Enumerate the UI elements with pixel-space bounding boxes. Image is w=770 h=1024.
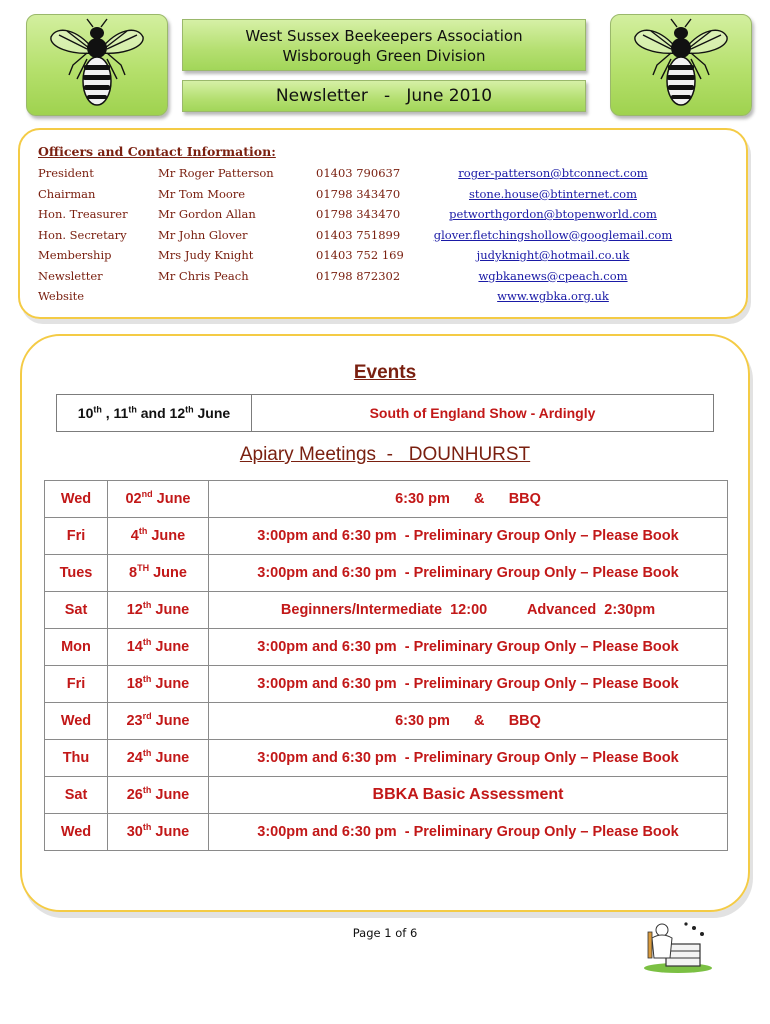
date-suffix: th bbox=[142, 637, 152, 648]
date-number: 24 bbox=[126, 750, 143, 766]
title-line-2: Wisborough Green Division bbox=[282, 47, 486, 65]
officer-phone: 01798 343470 bbox=[316, 207, 401, 221]
apiary-heading bbox=[22, 444, 748, 466]
officer-row bbox=[20, 269, 746, 289]
date-suffix: rd bbox=[142, 711, 152, 722]
officer-row bbox=[20, 166, 746, 186]
show-dates bbox=[57, 395, 252, 432]
table-row bbox=[45, 814, 728, 851]
officer-name: Mr Tom Moore bbox=[158, 186, 246, 201]
date-separator: , bbox=[101, 405, 114, 421]
date-month: June bbox=[151, 639, 190, 655]
officer-name: Mr John Glover bbox=[158, 227, 248, 242]
table-row bbox=[45, 777, 728, 814]
date-suffix: nd bbox=[141, 489, 153, 500]
meeting-date bbox=[108, 629, 209, 666]
meeting-event: 6:30 pm & BBQ bbox=[209, 703, 728, 740]
show-table bbox=[56, 394, 714, 432]
date-number: 11 bbox=[113, 405, 129, 421]
date-suffix: th bbox=[93, 404, 102, 415]
meeting-event: 3:00pm and 6:30 pm - Preliminary Group Only – Please Book bbox=[209, 740, 728, 777]
show-event: South of England Show - Ardingly bbox=[252, 395, 714, 432]
title-line-1: West Sussex Beekeepers Association bbox=[245, 27, 523, 45]
officers-heading: Officers and Contact Information: bbox=[38, 144, 276, 159]
date-number: 02 bbox=[125, 491, 142, 507]
apiary-heading-text: Apiary Meetings - DOUNHURST bbox=[239, 444, 531, 465]
meeting-date bbox=[108, 666, 209, 703]
date-month: June bbox=[151, 824, 190, 840]
meeting-date bbox=[108, 814, 209, 851]
meetings-table bbox=[44, 480, 728, 851]
date-suffix: th bbox=[142, 785, 152, 796]
officer-row bbox=[20, 207, 746, 227]
date-suffix: th bbox=[128, 404, 137, 415]
meeting-event: 3:00pm and 6:30 pm - Preliminary Group Only – Please Book bbox=[209, 555, 728, 592]
officer-role: Membership bbox=[38, 248, 112, 262]
date-month: June bbox=[149, 565, 187, 581]
newsletter-title-box bbox=[182, 80, 586, 112]
bee-icon bbox=[621, 15, 741, 115]
meeting-day: Fri bbox=[45, 518, 108, 555]
date-suffix: th bbox=[142, 674, 152, 685]
officer-name: Mr Gordon Allan bbox=[158, 207, 256, 221]
officer-role: Hon. Treasurer bbox=[38, 207, 128, 221]
officer-role: Chairman bbox=[38, 186, 96, 201]
officer-name: Mrs Judy Knight bbox=[158, 248, 254, 262]
meeting-day: Wed bbox=[45, 481, 108, 518]
table-row bbox=[45, 666, 728, 703]
officer-email-link[interactable]: wgbkanews@cpeach.com bbox=[478, 268, 628, 283]
date-number: 12 bbox=[126, 602, 143, 618]
date-month: June bbox=[151, 602, 190, 618]
date-suffix: th bbox=[138, 526, 148, 537]
table-row bbox=[45, 555, 728, 592]
date-month: June bbox=[152, 491, 191, 507]
table-row bbox=[45, 481, 728, 518]
date-number: 8 bbox=[129, 565, 138, 581]
meeting-day: Thu bbox=[45, 740, 108, 777]
left-bee-logo-box bbox=[26, 14, 168, 116]
officer-email-link[interactable]: judyknight@hotmail.co.uk bbox=[476, 248, 630, 262]
date-month: June bbox=[151, 750, 190, 766]
date-number: 14 bbox=[126, 639, 143, 655]
officer-role: Hon. Secretary bbox=[38, 227, 127, 242]
table-row bbox=[45, 592, 728, 629]
meeting-event: 3:00pm and 6:30 pm - Preliminary Group Only – Please Book bbox=[209, 629, 728, 666]
officer-row bbox=[20, 289, 746, 309]
date-suffix: th bbox=[142, 600, 152, 611]
meeting-event: 3:00pm and 6:30 pm - Preliminary Group Only – Please Book bbox=[209, 666, 728, 703]
officers-panel bbox=[18, 128, 748, 319]
officer-email-link[interactable]: petworthgordon@btopenworld.com bbox=[449, 207, 657, 221]
association-title-box bbox=[182, 19, 586, 71]
date-month: June bbox=[147, 528, 186, 544]
meeting-day: Tues bbox=[45, 555, 108, 592]
table-row bbox=[57, 395, 714, 432]
officer-role: Newsletter bbox=[38, 268, 103, 283]
date-number: 23 bbox=[126, 713, 143, 729]
officer-row bbox=[20, 187, 746, 207]
table-row bbox=[45, 518, 728, 555]
date-month: June bbox=[193, 405, 231, 421]
bee-icon bbox=[37, 15, 157, 115]
table-row bbox=[45, 629, 728, 666]
newsletter-title: Newsletter - June 2010 bbox=[275, 86, 493, 106]
meeting-event: 3:00pm and 6:30 pm - Preliminary Group Only – Please Book bbox=[209, 814, 728, 851]
officer-phone: 01798 343470 bbox=[316, 186, 401, 201]
date-month: June bbox=[151, 787, 190, 803]
meeting-day: Fri bbox=[45, 666, 108, 703]
date-month: June bbox=[151, 676, 190, 692]
officer-phone: 01798 872302 bbox=[316, 268, 401, 283]
meeting-event: Beginners/Intermediate 12:00 Advanced 2:30pm bbox=[209, 592, 728, 629]
date-number: 26 bbox=[126, 787, 143, 803]
meeting-date bbox=[108, 555, 209, 592]
officer-email-link[interactable]: stone.house@btinternet.com bbox=[468, 186, 637, 201]
date-suffix: TH bbox=[137, 563, 150, 574]
meeting-date bbox=[108, 777, 209, 814]
meeting-day: Sat bbox=[45, 592, 108, 629]
officer-row bbox=[20, 248, 746, 268]
meeting-day: Wed bbox=[45, 814, 108, 851]
date-suffix: th bbox=[142, 822, 152, 833]
date-suffix: th bbox=[185, 404, 194, 415]
table-row bbox=[45, 703, 728, 740]
meeting-day: Sat bbox=[45, 777, 108, 814]
table-row bbox=[45, 740, 728, 777]
date-suffix: th bbox=[142, 748, 152, 759]
date-number: 30 bbox=[126, 824, 143, 840]
beekeeper-clipart-icon bbox=[638, 918, 718, 974]
meeting-event: 6:30 pm & BBQ bbox=[209, 481, 728, 518]
date-number: 18 bbox=[126, 676, 143, 692]
right-bee-logo-box bbox=[610, 14, 752, 116]
meeting-date bbox=[108, 703, 209, 740]
date-number: 10 bbox=[77, 405, 94, 421]
meeting-day: Wed bbox=[45, 703, 108, 740]
officer-phone: 01403 790637 bbox=[316, 166, 401, 180]
officer-role: President bbox=[38, 166, 94, 180]
page-number: Page 1 of 6 bbox=[352, 926, 418, 940]
meeting-date bbox=[108, 592, 209, 629]
officer-email-link[interactable]: glover.fletchingshollow@googlemail.com bbox=[433, 227, 673, 242]
meeting-event: BBKA Basic Assessment bbox=[209, 777, 728, 814]
officer-name: Mr Roger Patterson bbox=[158, 166, 274, 180]
website-link[interactable]: www.wgbka.org.uk bbox=[497, 289, 609, 303]
officer-row bbox=[20, 228, 746, 248]
date-separator: and bbox=[136, 405, 170, 421]
meeting-event: 3:00pm and 6:30 pm - Preliminary Group Only – Please Book bbox=[209, 518, 728, 555]
meeting-day: Mon bbox=[45, 629, 108, 666]
meeting-date bbox=[108, 481, 209, 518]
date-month: June bbox=[151, 713, 190, 729]
officer-email-link[interactable]: roger-patterson@btconnect.com bbox=[458, 166, 648, 180]
events-panel bbox=[20, 334, 750, 912]
officer-phone: 01403 752 169 bbox=[316, 248, 404, 262]
meeting-date bbox=[108, 518, 209, 555]
officer-name: Mr Chris Peach bbox=[158, 268, 249, 283]
events-heading: Events bbox=[353, 362, 417, 383]
officer-phone: 01403 751899 bbox=[316, 227, 401, 242]
date-number: 12 bbox=[169, 405, 186, 421]
date-number: 4 bbox=[130, 528, 139, 544]
meeting-date bbox=[108, 740, 209, 777]
officer-role: Website bbox=[38, 289, 85, 303]
